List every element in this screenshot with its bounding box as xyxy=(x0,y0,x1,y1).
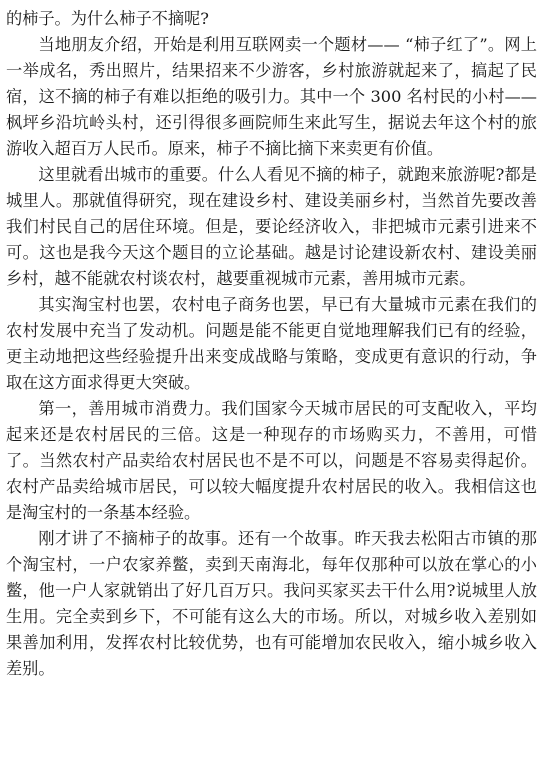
paragraph: 的柿子。为什么柿子不摘呢? xyxy=(6,9,209,28)
paragraph: 第一，善用城市消费力。我们国家今天城市居民的可支配收入，平均起来还是农村居民的三倍。这是一种现存的市场购买力，不善用，可惜了。当然农村产品卖给农村居民也不是不可以，问题是不容易卖得起价。农村产品卖给城市居民，可以较大幅度提升农村居民的收入。我相信这也是淘宝村的一条基本经验。 xyxy=(6,399,537,522)
document-body xyxy=(6,6,537,682)
paragraph: 其实淘宝村也罢，农村电子商务也罢，早已有大量城市元素在我们的农村发展中充当了发动机。问题是能不能更自觉地理解我们已有的经验，更主动地把这些经验提升出来变成战略与策略，变成更有意识的行动，争取在这方面求得更大突破。 xyxy=(6,295,537,392)
paragraph: 刚才讲了不摘柿子的故事。还有一个故事。昨天我去松阳古市镇的那个淘宝村，一户农家养鳖，卖到天南海北，每年仅那种可以放在掌心的小鳖，他一户人家就销出了好几百万只。我问买家买去干什么用?说城里人放生用。完全卖到乡下，不可能有这么大的市场。所以，对城乡收入差别如果善加利用，发挥农村比较优势，也有可能增加农民收入，缩小城乡收入差别。 xyxy=(6,529,537,678)
paragraph: 这里就看出城市的重要。什么人看见不摘的柿子，就跑来旅游呢?都是城里人。那就值得研究，现在建设乡村、建设美丽乡村，当然首先要改善我们村民自己的居住环境。但是，要论经济收入，非把城市元素引进来不可。这也是我今天这个题目的立论基础。越是讨论建设新农村、建设美丽乡村，越不能就农村谈农村，越要重视城市元素，善用城市元素。 xyxy=(6,165,537,288)
paragraph: 当地朋友介绍，开始是利用互联网卖一个题材—— “柿子红了”。网上一举成名，秀出照片，结果招来不少游客，乡村旅游就起来了，搞起了民宿，这不摘的柿子有难以拒绝的吸引力。其中一个 300 名村民的小村——枫坪乡沿坑岭头村，还引得很多画院师生来此写生，据说去年这个村的旅游收入超百万人民币。原来，柿子不摘比摘下来卖更有价值。 xyxy=(6,35,537,158)
